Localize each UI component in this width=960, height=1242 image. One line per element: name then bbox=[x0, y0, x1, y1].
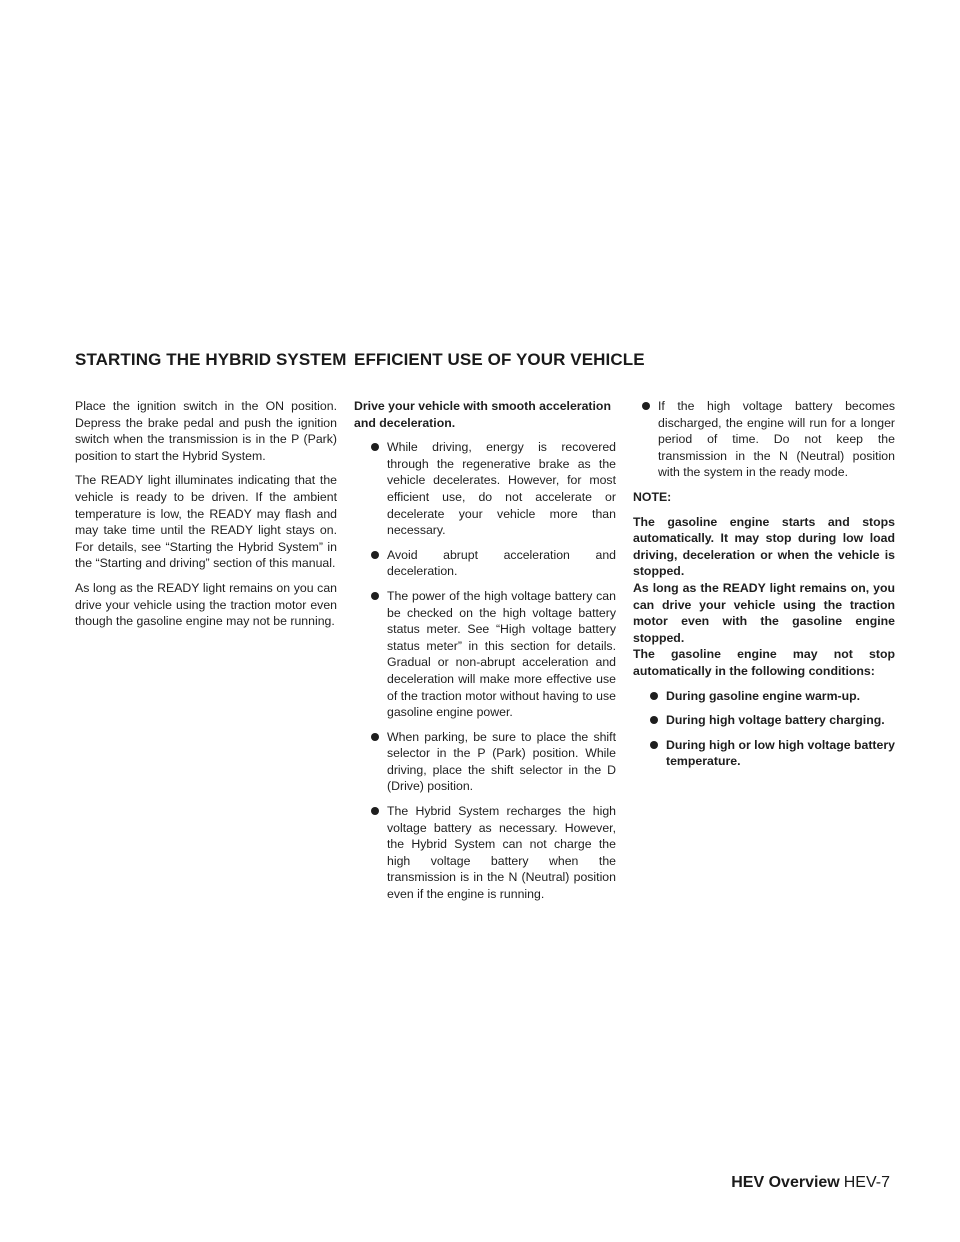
bullet-icon bbox=[642, 402, 650, 410]
bullet-icon bbox=[650, 692, 658, 700]
paragraph-ready-light: The READY light illuminates indicating that the vehicle is ready to be driven. If the ambient temperature is low, the READY may flash and may take time until the READY light stays on. For details, see “Starting the Hybrid System” in the “Starting and driving” section of this manual. bbox=[75, 473, 337, 571]
lead-smooth-driving: Drive your vehicle with smooth acceleration and deceleration. bbox=[354, 399, 611, 430]
list-item bbox=[633, 712, 895, 729]
note-line: The gasoline engine starts and stops automatically. It may stop during low load driving, deceleration or when the vehicle is stopped. bbox=[633, 514, 895, 579]
section-heading-starting: STARTING THE HYBRID SYSTEM bbox=[75, 350, 347, 369]
bullet-icon bbox=[371, 443, 379, 451]
bullet-icon bbox=[371, 592, 379, 600]
list-item bbox=[354, 439, 616, 539]
conditions-list bbox=[633, 688, 895, 770]
paragraph-traction-motor: As long as the READY light remains on you can drive your vehicle using the traction motor even though the gasoline engine may not be running. bbox=[75, 580, 337, 629]
list-item-text: During high voltage battery charging. bbox=[666, 713, 885, 728]
list-item-text: When parking, be sure to place the shift selector in the P (Park) position. While driving, place the shift selector in the D (Drive) position. bbox=[387, 729, 616, 794]
list-item bbox=[354, 803, 616, 903]
list-item-text: While driving, energy is recovered through the regenerative brake as the vehicle decelerates. However, for most efficient use, do not accelerate or decelerate your vehicle more than necessary. bbox=[387, 440, 616, 538]
note-block bbox=[633, 514, 895, 680]
note-line: As long as the READY light remains on, you can drive your vehicle using the traction motor even with the gasoline engine stopped. bbox=[633, 580, 895, 645]
bullet-icon bbox=[650, 716, 658, 724]
list-item-text: If the high voltage battery becomes discharged, the engine will run for a longer period of time. Do not keep the transmission in the N (Neutral) position with the system in the ready mode. bbox=[658, 399, 895, 480]
paragraph-ignition: Place the ignition switch in the ON position. Depress the brake pedal and push the ignition switch when the transmission is in the P (Park) position to start the Hybrid System. bbox=[75, 399, 337, 463]
list-item-text: During gasoline engine warm-up. bbox=[666, 688, 861, 703]
page-number: HEV-7 bbox=[843, 1174, 890, 1191]
note-label: NOTE: bbox=[633, 489, 672, 504]
list-item bbox=[633, 688, 895, 705]
section-heading-efficient-use: EFFICIENT USE OF YOUR VEHICLE bbox=[354, 350, 645, 369]
bullet-icon bbox=[371, 551, 379, 559]
column-notes bbox=[633, 398, 895, 778]
list-item bbox=[354, 547, 616, 580]
bullet-icon bbox=[371, 807, 379, 815]
bullet-icon bbox=[650, 741, 658, 749]
note-line: The gasoline engine may not stop automatically in the following conditions: bbox=[633, 647, 895, 678]
list-item-text: Avoid abrupt acceleration and deceleration. bbox=[387, 547, 616, 579]
bullet-icon bbox=[371, 733, 379, 741]
column-efficient-use bbox=[354, 398, 616, 911]
list-item bbox=[354, 588, 616, 721]
column-starting bbox=[75, 398, 337, 638]
tips-list bbox=[354, 439, 616, 902]
list-item bbox=[633, 737, 895, 770]
footer-section-title: HEV Overview bbox=[731, 1174, 840, 1191]
page-footer bbox=[731, 1174, 890, 1192]
list-item-text: During high or low high voltage battery temperature. bbox=[666, 737, 895, 769]
list-item-text: The power of the high voltage battery can be checked on the high voltage battery status meter. See “High voltage battery status meter” in this section for details. Gradual or non-abrupt acceleration and deceleration will make more effective use of the traction motor without having to use gasoline engine power. bbox=[387, 588, 616, 720]
list-item-text: The Hybrid System recharges the high voltage battery as necessary. However, the Hybrid System can not charge the high voltage battery when the transmission is in the N (Neutral) position even if the engine is running. bbox=[387, 804, 616, 902]
list-item bbox=[633, 398, 895, 481]
list-item bbox=[354, 729, 616, 795]
tips-list-continued bbox=[633, 398, 895, 481]
